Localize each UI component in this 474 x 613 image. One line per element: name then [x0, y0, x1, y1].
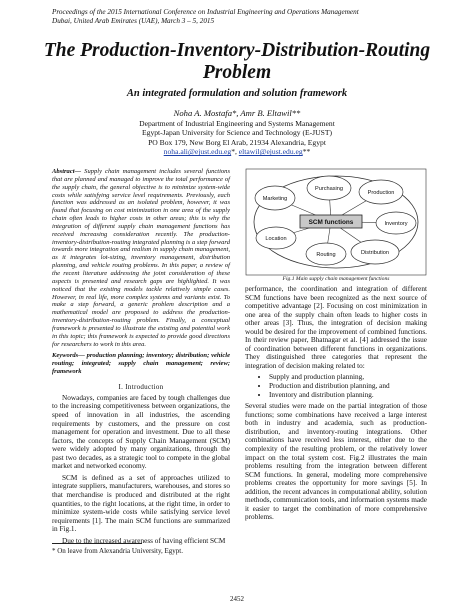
center-box-label: SCM functions	[308, 218, 354, 226]
section-heading-introduction: I. Introduction	[118, 382, 164, 391]
figure-caption: Fig.1 Main supply chain management functions	[282, 276, 390, 282]
email-separator: *,	[231, 147, 239, 157]
affiliation-address: PO Box 179, New Borg El Arab, 21934 Alexandria, Egypt	[148, 137, 326, 147]
integration-list	[245, 373, 427, 399]
affiliation-block	[60, 119, 414, 157]
header-line-2: Dubai, United Arab Emirates (UAE), March 3 – 5, 2015	[52, 17, 215, 25]
paper-title	[30, 40, 444, 84]
function-node-label: Production	[367, 190, 395, 196]
abstract	[52, 168, 230, 348]
email-link-1[interactable]: noha.ali@ejust.edu.eg	[163, 147, 232, 157]
scm-functions-diagram	[245, 168, 427, 276]
footnote: * On leave from Alexandria University, Egypt.	[52, 547, 183, 555]
function-node-label: Location	[265, 236, 287, 242]
function-node-label: Marketing	[262, 196, 288, 202]
abstract-label: Abstract—	[52, 168, 82, 175]
list-item: • Supply and production planning,	[269, 373, 427, 382]
affiliation-university: Egypt-Japan University for Science and Technology (E-JUST)	[142, 128, 332, 138]
right-column	[245, 168, 427, 525]
paper-subtitle: An integrated formulation and solution framework	[126, 88, 348, 99]
affiliation-dept: Department of Industrial Engineering and Systems Management	[139, 119, 335, 128]
title-line-2: Problem	[202, 62, 272, 83]
function-node-label: Inventory	[384, 221, 408, 227]
keywords: Keywords— production planning; inventory; distribution; vehicle routing; integrated; supply chain management; review; framework	[52, 352, 230, 376]
running-header	[52, 8, 432, 26]
intro-paragraph-3: Due to the increased awareness of having efficient SCM	[62, 536, 226, 545]
author-list: Noha A. Mostafa*, Amr B. Eltawil**	[173, 108, 301, 118]
left-column	[52, 168, 230, 548]
footnote-rule	[52, 543, 142, 544]
list-item: • Inventory and distribution planning.	[269, 391, 427, 400]
intro-paragraph-2: SCM is defined as a set of approaches utilized to integrate suppliers, manufacturers, warehouses, and stores so that merchandise is produced and distributed at the right quantities, to the right locations, at the right time, in order to minimize system-wide costs while satisfying service level requirements [1]. The main SCM functions are summarized in Fig.1.	[52, 473, 230, 534]
title-line-1: The Production-Inventory-Distribution-Routing	[43, 40, 431, 61]
function-node-label: Routing	[316, 252, 336, 258]
intro-paragraph-1: Nowadays, companies are faced by tough challenges due to the increasing competitiveness between organizations, the speed of innovation in all industries, the ascending requirements by customers, and the pressure on cost management for operation and investment. Due to all these factors, the concepts of Supply Chain Management (SCM) were widely adopted by many organizations, through the past two decades, as a strategic tool to compete in the global market and networked economy.	[52, 393, 230, 471]
function-node-label: Purchasing	[315, 186, 343, 192]
email-tail: **	[302, 147, 311, 157]
list-item: • Production and distribution planning, and	[269, 382, 427, 391]
header-line-1: Proceedings of the 2015 International Conference on Industrial Engineering and Operations Management	[52, 8, 359, 16]
abstract-text: Supply chain management includes several functions that are planned and managed to improve the total performance of the supply chain, the general objective is to minimize system-wide costs while satisfying service level requirements. Previously, each function was addressed as an isolated problem, however, it was found that focusing on cost minimization in one area of the supply chain often leads to higher costs in other areas; this is why the integration of different supply chain management functions has received increasing consideration recently. The production-inventory-distribution-routing integrated planning is a step forward towards more integration and realism in supply chain management, as it integrates lot-sizing, inventory management, distribution planning, and vehicle routing problems. In this paper, a review of the recent literature addressing the joint consideration of these aspects is presented and research gaps are highlighted. It was noticed that the existing models tackle relatively simple cases. However, in real life, more complex systems and variants exist. To make a step forward, a generic problem description and a mathematical model are proposed to address the production-inventory-distribution-routing problem. Finally, a conceptual framework is presented to illustrate the existing and potential work in this topic; this framework is expected to provide good directions for researchers to work in this area.	[52, 168, 230, 348]
affiliation-emails	[60, 147, 414, 156]
page-number: 2452	[230, 595, 244, 603]
right-paragraph-1: performance, the coordination and integration of different SCM functions have been recognized as the next source of competitive advantage [2]. Focusing on cost minimization in one area of the supply chain often leads to higher costs in other areas [3]. Thus, the integration of decision making would be desired for the improvement of combined functions. In their review paper, Bhatnagar et al. [4] addressed the issue of coordination between different functions in organizations. They distinguished three categories that represent the integration of decision making related to:	[245, 285, 427, 370]
figure-scm-functions	[245, 168, 427, 276]
email-link-2[interactable]: eltawil@ejust.edu.eg	[238, 147, 303, 157]
right-paragraph-2: Several studies were made on the partial integration of those functions; some combinations have received a large interest both in industry and academia, such as production-distribution, and inventory-routing integrations. Other combinations have received less interest, either due to the complexity of the resulting problem, or the relatively lower impact on the total system cost. Fig.2 illustrates the main problems resulting from the integration between different SCM functions. In general, modeling more comprehensive problems creates the opportunity for more savings [5]. In addition, the recent advances in computational ability, solution methods, communication tools, and information systems made it easier to target the combination of more comprehensive problems.	[245, 402, 427, 522]
function-node-label: Distribution	[361, 250, 389, 256]
